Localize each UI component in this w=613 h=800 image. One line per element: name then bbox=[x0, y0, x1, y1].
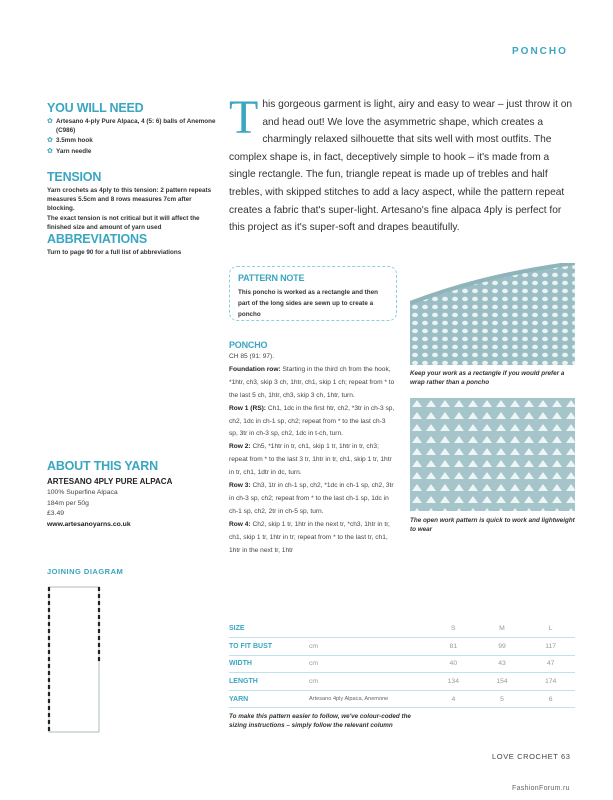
row-label: LENGTH bbox=[229, 673, 309, 691]
size-l: L bbox=[526, 620, 575, 638]
material-text: Yarn needle bbox=[56, 147, 92, 155]
row-text: Ch1, 1dc in the first htr, ch2, *3tr in ch-3 sp, ch2, 1dc in ch-1 sp, ch2; repeat from * to the last ch-3 sp, 3tr in ch-3 sp, ch2, 1dc in t-ch, turn. bbox=[229, 404, 395, 438]
cell: 4 bbox=[429, 690, 478, 708]
table-header-row bbox=[229, 620, 575, 638]
drop-cap: T bbox=[229, 91, 259, 144]
yarn-name: ARTESANO 4PLY PURE ALPACA bbox=[47, 477, 173, 486]
lace-fabric-image bbox=[410, 263, 575, 365]
about-yarn-heading: ABOUT THIS YARN bbox=[47, 459, 158, 473]
intro-text: his gorgeous garment is light, airy and easy to wear – just throw it on and head out! We love the asymmetric shape, which creates a charmingly relaxed silhouette that sits well with most outfits. The complex shape is, in fact, deceptively simple to hook – it's made from a single rectangle. The fun, triangle repeat is made up of trebles and half trebles, with skipped stitches to add a lacy aspect, while the pattern repeat creates a fabric that's super-light. Artesano's fine alpaca 4ply is perfect for this project as it's super-soft and drapes beautifully. bbox=[229, 99, 573, 234]
about-yarn-section bbox=[47, 459, 217, 530]
table-row bbox=[229, 655, 575, 673]
row-unit: cm bbox=[309, 655, 429, 673]
cell: 134 bbox=[429, 673, 478, 691]
cell: 43 bbox=[478, 655, 527, 673]
star-bullet-icon: ✿ bbox=[47, 118, 53, 125]
poncho-photo-closeup bbox=[410, 398, 575, 511]
row-label: Row 1 (RS): bbox=[229, 404, 266, 412]
row-text: Ch5, *1htr in tr, ch1, skip 1 tr, 1htr in tr, ch3; repeat from * to the last 3 tr, 1htr in tr, ch1, skip 1 tr, 1htr in tr, ch1, 1dtr in dc, turn. bbox=[229, 443, 392, 477]
size-m: M bbox=[478, 620, 527, 638]
tension-heading: TENSION bbox=[47, 170, 102, 184]
row-label: Row 2: bbox=[229, 443, 251, 451]
pattern-note-heading: PATTERN NOTE bbox=[238, 273, 305, 283]
list-item bbox=[47, 137, 217, 146]
material-text: 3.5mm hook bbox=[56, 137, 93, 144]
pattern-row bbox=[229, 403, 395, 442]
size-table bbox=[229, 620, 575, 708]
row-unit: cm bbox=[309, 673, 429, 691]
pattern-heading: PONCHO bbox=[229, 340, 268, 350]
table-row bbox=[229, 673, 575, 691]
cell: 5 bbox=[478, 690, 527, 708]
section-label: PONCHO bbox=[512, 46, 568, 57]
cell: 6 bbox=[526, 690, 575, 708]
cell: 154 bbox=[478, 673, 527, 691]
tension-text: Yarn crochets as 4ply to this tension: 2 pattern repeats measures 5.5cm and 8 rows measures 7cm after blocking. bbox=[47, 187, 212, 212]
row-text: Starting in the third ch from the hook, *1htr, ch3, skip 3 ch, 1htr, ch1, skip 1 ch; repeat from * to the last 5 ch, 1htr, ch3, skip 3 ch, 1htr, turn. bbox=[229, 365, 395, 399]
magazine-name: LOVE CROCHET bbox=[492, 752, 559, 761]
abbreviations-heading: ABBREVIATIONS bbox=[47, 232, 147, 246]
photo-caption-closeup: The open work pattern is quick to work and lightweight to wear bbox=[410, 517, 575, 533]
lace-closeup-image bbox=[410, 398, 575, 511]
row-label: Row 3: bbox=[229, 482, 251, 490]
pattern-instructions bbox=[229, 340, 395, 558]
tension-section bbox=[47, 170, 212, 232]
tension-note: The exact tension is not critical but it will affect the finished size and amount of yarn used bbox=[47, 215, 200, 231]
table-row bbox=[229, 638, 575, 656]
page-footer bbox=[492, 752, 570, 761]
watermark: FashionForum.ru bbox=[512, 785, 570, 792]
size-table-note: To make this pattern easier to follow, we've colour-coded the sizing instructions – simply follow the relevant column bbox=[229, 713, 411, 729]
row-unit: Artesano 4ply Alpaca, Anemone bbox=[309, 690, 429, 708]
row-label: WIDTH bbox=[229, 655, 309, 673]
intro-paragraph bbox=[229, 91, 574, 237]
row-label: YARN bbox=[229, 690, 309, 708]
page-number: 63 bbox=[560, 752, 571, 761]
list-item bbox=[47, 148, 217, 157]
abbreviations-text: Turn to page 90 for a full list of abbreviations bbox=[47, 249, 182, 256]
table-row bbox=[229, 690, 575, 708]
joining-diagram-heading: JOINING DIAGRAM bbox=[47, 567, 124, 576]
cell: 99 bbox=[478, 638, 527, 656]
cell: 40 bbox=[429, 655, 478, 673]
yarn-price: £3.49 bbox=[47, 510, 65, 517]
photo-caption-top: Keep your work as a rectangle if you would prefer a wrap rather than a poncho bbox=[410, 370, 565, 386]
chain-count: CH 85 (91: 97). bbox=[229, 353, 275, 360]
yarn-url[interactable]: www.artesanoyarns.co.uk bbox=[47, 520, 131, 528]
cell: 81 bbox=[429, 638, 478, 656]
abbreviations-section bbox=[47, 232, 217, 257]
yarn-length: 184m per 50g bbox=[47, 499, 89, 507]
pattern-row bbox=[229, 364, 395, 403]
joining-diagram bbox=[45, 585, 105, 735]
list-item bbox=[47, 118, 217, 135]
pattern-row bbox=[229, 441, 395, 480]
you-will-need-section bbox=[47, 101, 217, 158]
poncho-photo-top bbox=[410, 263, 575, 365]
cell: 47 bbox=[526, 655, 575, 673]
material-text: Artesano 4-ply Pure Alpaca, 4 (5: 6) balls of Anemone (C986) bbox=[56, 118, 216, 134]
star-bullet-icon: ✿ bbox=[47, 137, 53, 144]
yarn-fibre: 100% Superfine Alpaca bbox=[47, 489, 118, 496]
row-label: Row 4: bbox=[229, 520, 251, 528]
pattern-row bbox=[229, 480, 395, 519]
header-label: SIZE bbox=[229, 620, 309, 638]
header-unit bbox=[309, 620, 429, 638]
star-bullet-icon: ✿ bbox=[47, 147, 53, 155]
cell: 174 bbox=[526, 673, 575, 691]
row-text: Ch2, skip 1 tr, 1htr in the next tr, *ch3, 1htr in tr, ch1, skip 1 tr, 1htr in tr; repeat from * to the last tr, ch1, 1htr in the next tr, 1htr bbox=[229, 520, 390, 554]
size-table-wrapper bbox=[229, 620, 575, 730]
you-will-need-heading: YOU WILL NEED bbox=[47, 101, 144, 115]
cell: 117 bbox=[526, 638, 575, 656]
size-s: S bbox=[429, 620, 478, 638]
row-label: Foundation row: bbox=[229, 365, 281, 373]
pattern-note-box bbox=[229, 266, 397, 321]
materials-list bbox=[47, 118, 217, 156]
row-unit: cm bbox=[309, 638, 429, 656]
pattern-row bbox=[229, 519, 395, 558]
row-label: TO FIT BUST bbox=[229, 638, 309, 656]
pattern-note-text: This poncho is worked as a rectangle and then part of the long sides are sewn up to create a poncho bbox=[238, 289, 378, 318]
row-text: Ch3, 1tr in ch-1 sp, ch2, *1dc in ch-1 sp, ch2, 3tr in ch-3 sp, ch2; repeat from * to the last ch-1 sp, 1dc in ch-1 sp, ch2, 2tr in ch-5 sp, turn. bbox=[229, 482, 394, 515]
